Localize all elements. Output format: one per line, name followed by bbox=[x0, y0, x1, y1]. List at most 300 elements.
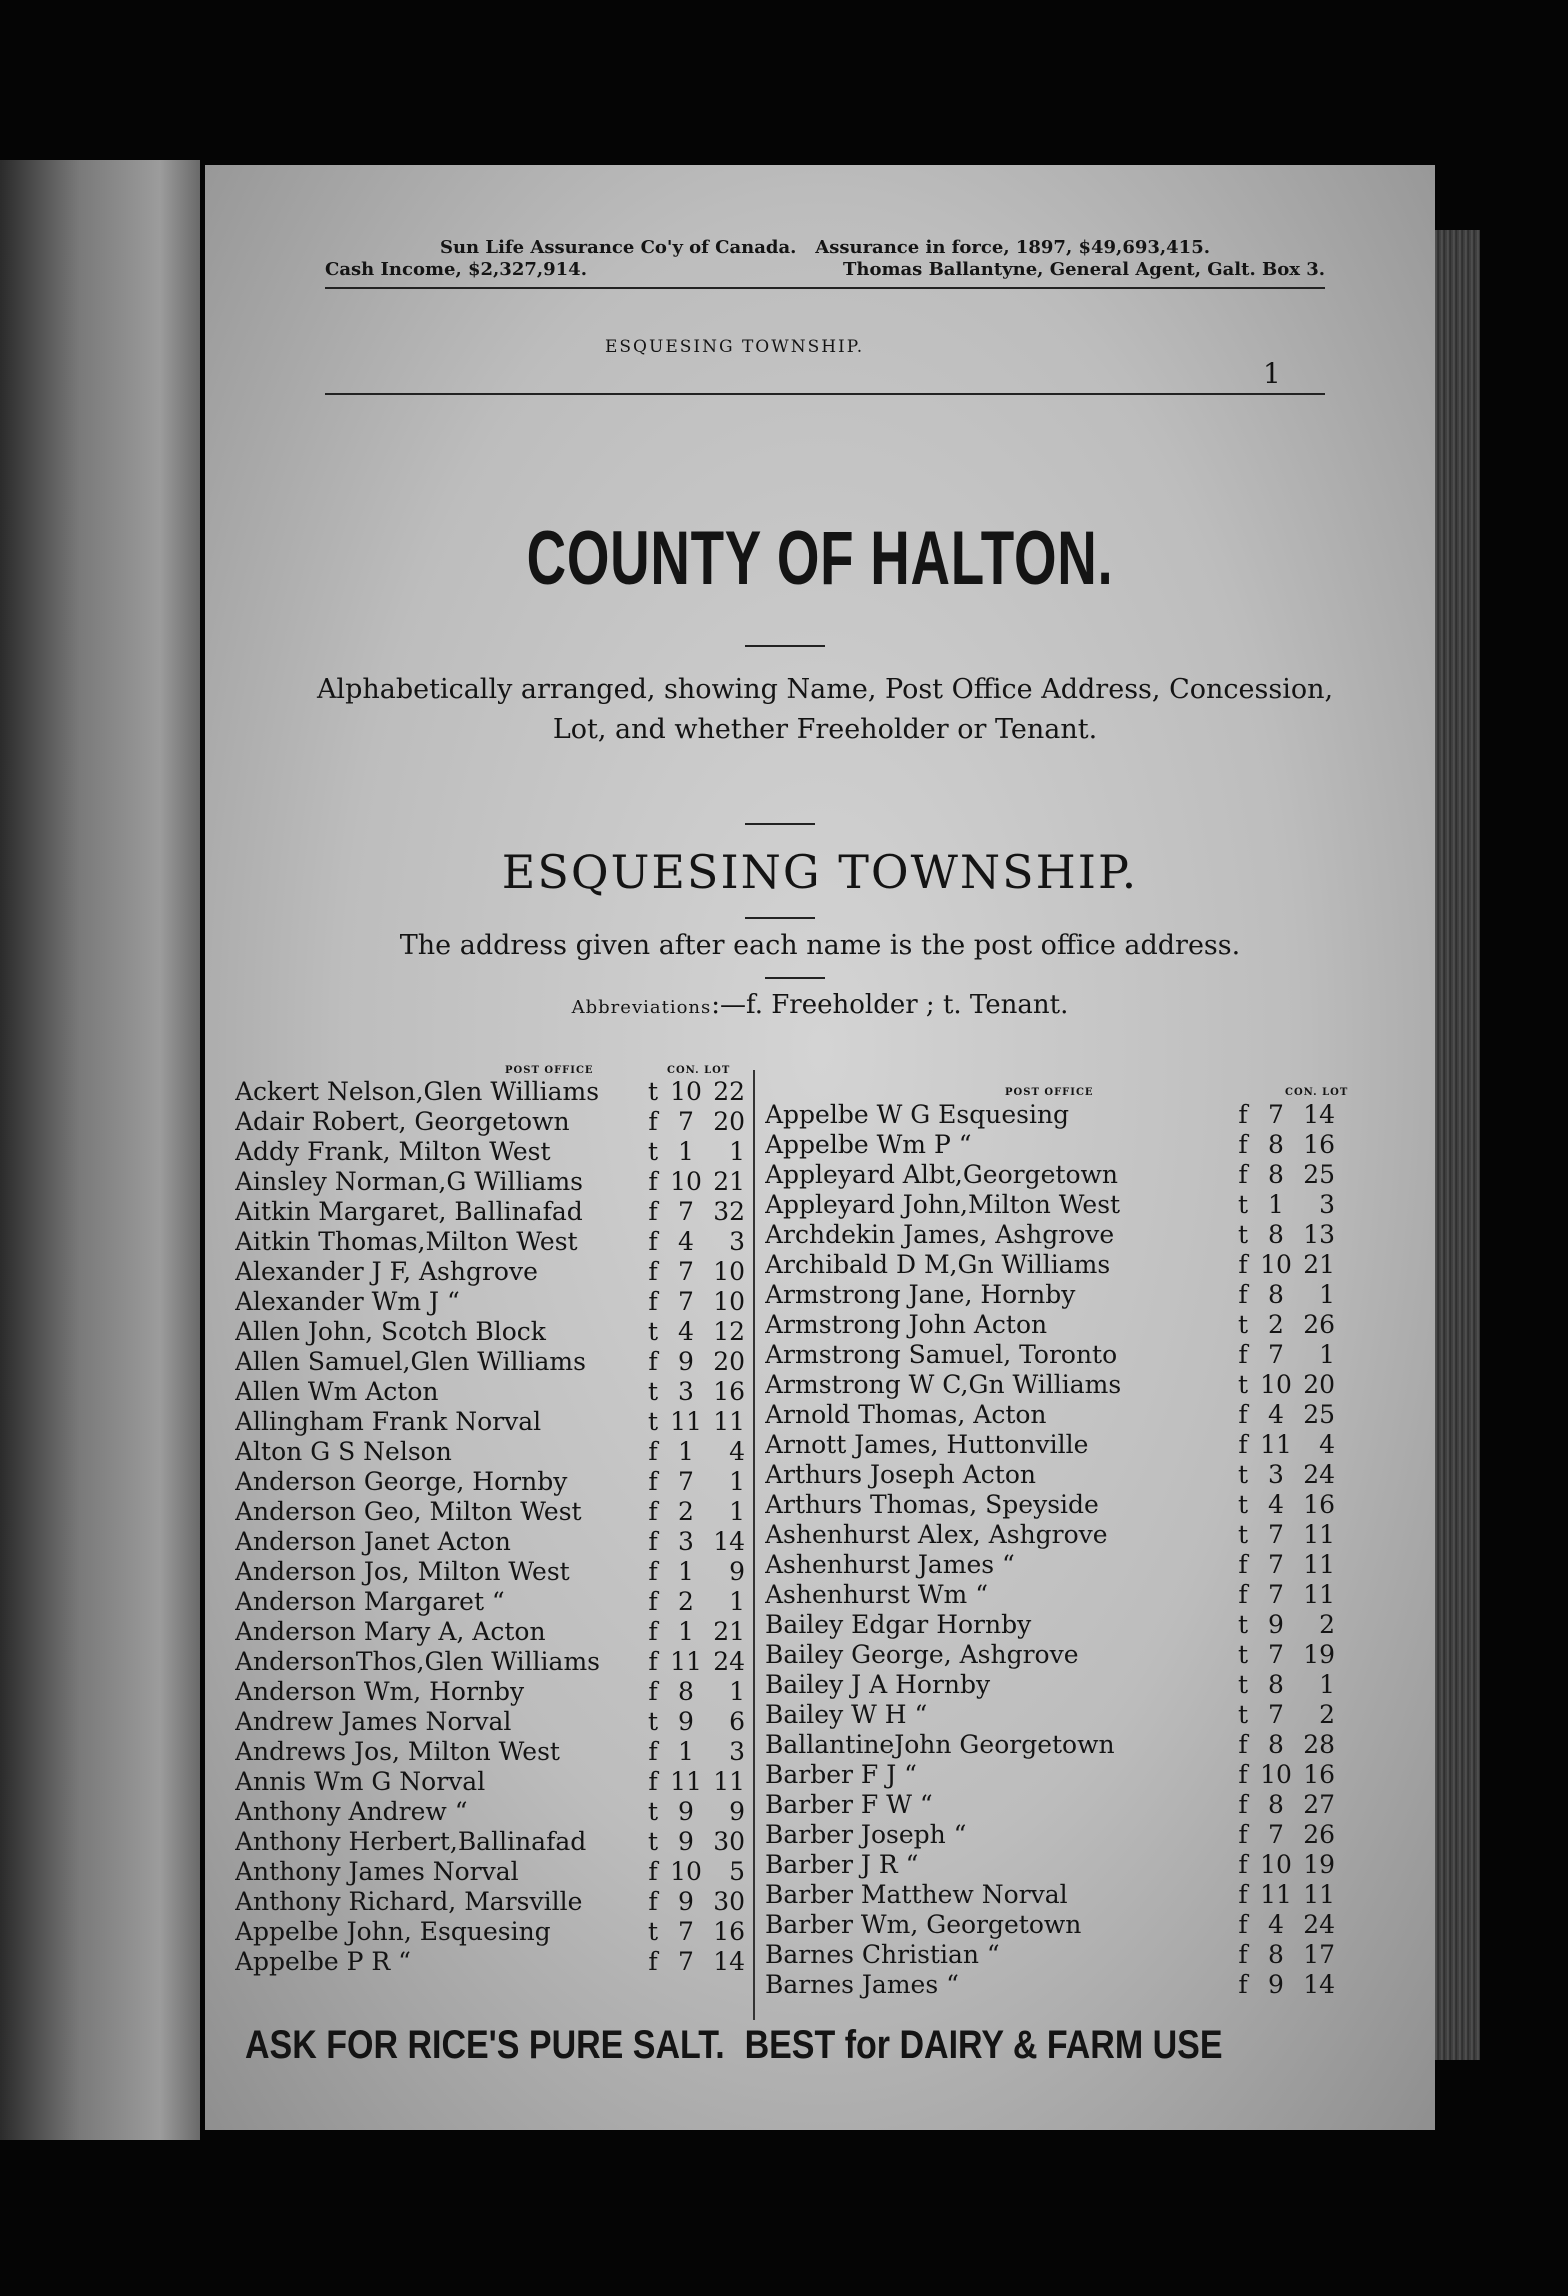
entry-tenure: t bbox=[647, 1407, 659, 1436]
entry-tenure: t bbox=[647, 1827, 659, 1856]
directory-entry bbox=[765, 1130, 1335, 1160]
entry-concession: 8 bbox=[1268, 1940, 1284, 1969]
entry-lot: 26 bbox=[1303, 1820, 1335, 1849]
entry-tenure: f bbox=[648, 1527, 658, 1556]
entry-name: Armstrong W C,Gn Williams bbox=[765, 1370, 1122, 1399]
entry-name: Allen Wm Acton bbox=[235, 1377, 439, 1406]
entry-tenure: f bbox=[1238, 1100, 1248, 1129]
entry-name: Appleyard Albt,Georgetown bbox=[765, 1160, 1118, 1189]
entry-lot: 28 bbox=[1303, 1730, 1335, 1759]
entry-concession: 3 bbox=[678, 1377, 694, 1406]
entry-lot: 11 bbox=[1303, 1880, 1335, 1909]
entry-tenure: f bbox=[648, 1557, 658, 1586]
directory-entry bbox=[235, 1107, 745, 1137]
entry-lot: 24 bbox=[713, 1647, 745, 1676]
directory-entry bbox=[765, 1730, 1335, 1760]
directory-entry bbox=[235, 1437, 745, 1467]
entry-concession: 9 bbox=[1268, 1970, 1284, 1999]
directory-entry bbox=[765, 1310, 1335, 1340]
entry-concession: 1 bbox=[678, 1557, 694, 1586]
directory-entry bbox=[765, 1400, 1335, 1430]
directory-page bbox=[205, 165, 1435, 2130]
running-head-rule bbox=[325, 393, 1325, 395]
entry-concession: 7 bbox=[1268, 1580, 1284, 1609]
directory-entry bbox=[765, 1910, 1335, 1940]
entry-lot: 30 bbox=[713, 1887, 745, 1916]
directory-entry bbox=[765, 1100, 1335, 1130]
directory-entry bbox=[235, 1347, 745, 1377]
directory-entry bbox=[235, 1317, 745, 1347]
entry-tenure: f bbox=[648, 1737, 658, 1766]
entry-name: Appelbe John, Esquesing bbox=[235, 1917, 551, 1946]
entry-tenure: t bbox=[1237, 1310, 1249, 1339]
entry-tenure: f bbox=[1238, 1160, 1248, 1189]
left-column-entries bbox=[235, 1077, 745, 1977]
entry-concession: 10 bbox=[1260, 1760, 1292, 1789]
ad-salt: ASK FOR RICE'S PURE SALT. bbox=[245, 2023, 725, 2067]
entry-name: Ainsley Norman,G Williams bbox=[235, 1167, 583, 1196]
entry-name: Ackert Nelson,Glen Williams bbox=[235, 1077, 600, 1106]
township-divider bbox=[745, 917, 815, 919]
entry-lot: 16 bbox=[713, 1377, 745, 1406]
entry-lot: 14 bbox=[1303, 1100, 1335, 1129]
directory-entry bbox=[235, 1737, 745, 1767]
directory-entry bbox=[765, 1610, 1335, 1640]
entry-lot: 1 bbox=[1319, 1340, 1335, 1369]
directory-entry bbox=[235, 1587, 745, 1617]
entry-tenure: f bbox=[648, 1677, 658, 1706]
entry-lot: 30 bbox=[713, 1827, 745, 1856]
directory-entry bbox=[765, 1850, 1335, 1880]
directory-entry bbox=[235, 1647, 745, 1677]
ad-income: Cash Income, $2,327,914. bbox=[325, 259, 587, 280]
directory-entry bbox=[765, 1550, 1335, 1580]
directory-entry bbox=[235, 1527, 745, 1557]
entry-lot: 3 bbox=[729, 1737, 745, 1766]
directory-entry bbox=[765, 1970, 1335, 2000]
right-con-lot-header: CON. LOT bbox=[1285, 1087, 1349, 1098]
entry-tenure: f bbox=[1238, 1280, 1248, 1309]
right-post-office-header: POST OFFICE bbox=[1005, 1087, 1094, 1098]
entry-tenure: f bbox=[648, 1287, 658, 1316]
entry-concession: 7 bbox=[678, 1287, 694, 1316]
entry-concession: 10 bbox=[1260, 1250, 1292, 1279]
entry-concession: 8 bbox=[1268, 1670, 1284, 1699]
entry-concession: 10 bbox=[670, 1167, 702, 1196]
entry-lot: 16 bbox=[1303, 1490, 1335, 1519]
entry-lot: 16 bbox=[713, 1917, 745, 1946]
abbreviations-label: Abbreviations bbox=[571, 997, 712, 1018]
entry-name: Barber F W “ bbox=[765, 1790, 933, 1819]
directory-entry bbox=[235, 1227, 745, 1257]
note-divider bbox=[765, 977, 825, 979]
entry-lot: 11 bbox=[1303, 1550, 1335, 1579]
entry-lot: 12 bbox=[713, 1317, 745, 1346]
entry-lot: 22 bbox=[713, 1077, 745, 1106]
subtitle: Alphabetically arranged, showing Name, Post Office Address, Concession, Lot, and whether Freeholder or Tenant. bbox=[316, 674, 1334, 745]
entry-concession: 3 bbox=[1268, 1460, 1284, 1489]
entry-lot: 1 bbox=[729, 1677, 745, 1706]
entry-lot: 19 bbox=[1303, 1850, 1335, 1879]
entry-concession: 4 bbox=[1268, 1400, 1284, 1429]
entry-concession: 1 bbox=[1268, 1190, 1284, 1219]
entry-tenure: t bbox=[1237, 1460, 1249, 1489]
entry-tenure: f bbox=[648, 1347, 658, 1376]
entry-name: Arthurs Thomas, Speyside bbox=[765, 1490, 1099, 1519]
entry-tenure: t bbox=[1237, 1490, 1249, 1519]
entry-tenure: t bbox=[1237, 1190, 1249, 1219]
directory-entry bbox=[765, 1670, 1335, 1700]
entry-concession: 8 bbox=[1268, 1790, 1284, 1819]
entry-tenure: t bbox=[647, 1137, 659, 1166]
entry-name: Barber J R “ bbox=[765, 1850, 919, 1879]
header-rule bbox=[325, 287, 1325, 289]
ad-assurance: Assurance in force, 1897, $49,693,415. bbox=[815, 237, 1211, 258]
directory-entry bbox=[765, 1820, 1335, 1850]
entry-lot: 16 bbox=[1303, 1130, 1335, 1159]
entry-name: Aitkin Thomas,Milton West bbox=[235, 1227, 578, 1256]
entry-name: Aitkin Margaret, Ballinafad bbox=[235, 1197, 583, 1226]
left-post-office-header: POST OFFICE bbox=[505, 1065, 594, 1076]
entry-lot: 14 bbox=[713, 1947, 745, 1976]
entry-lot: 32 bbox=[713, 1197, 745, 1226]
entry-lot: 21 bbox=[713, 1167, 745, 1196]
entry-concession: 10 bbox=[670, 1077, 702, 1106]
entry-lot: 1 bbox=[1319, 1670, 1335, 1699]
entry-lot: 21 bbox=[1303, 1250, 1335, 1279]
entry-concession: 9 bbox=[678, 1887, 694, 1916]
entry-concession: 7 bbox=[1268, 1100, 1284, 1129]
entry-name: Anderson Margaret “ bbox=[235, 1587, 505, 1616]
entry-concession: 11 bbox=[670, 1767, 702, 1796]
entry-concession: 7 bbox=[678, 1947, 694, 1976]
entry-tenure: t bbox=[1237, 1610, 1249, 1639]
entry-name: Ashenhurst Wm “ bbox=[765, 1580, 988, 1609]
entry-lot: 20 bbox=[713, 1107, 745, 1136]
entry-lot: 5 bbox=[729, 1857, 745, 1886]
entry-tenure: f bbox=[648, 1227, 658, 1256]
directory-entry bbox=[235, 1407, 745, 1437]
entry-name: Armstrong John Acton bbox=[765, 1310, 1048, 1339]
entry-concession: 4 bbox=[678, 1317, 694, 1346]
entry-name: Annis Wm G Norval bbox=[235, 1767, 486, 1796]
entry-tenure: t bbox=[1237, 1700, 1249, 1729]
entry-tenure: f bbox=[648, 1167, 658, 1196]
entry-name: Appelbe W G Esquesing bbox=[765, 1100, 1070, 1129]
entry-concession: 2 bbox=[678, 1497, 694, 1526]
directory-entry bbox=[765, 1160, 1335, 1190]
entry-tenure: t bbox=[647, 1797, 659, 1826]
entry-lot: 24 bbox=[1303, 1910, 1335, 1939]
entry-lot: 14 bbox=[1303, 1970, 1335, 1999]
entry-concession: 8 bbox=[1268, 1130, 1284, 1159]
directory-entry bbox=[765, 1220, 1335, 1250]
directory-entry bbox=[765, 1370, 1335, 1400]
entry-concession: 4 bbox=[678, 1227, 694, 1256]
directory-entry bbox=[765, 1640, 1335, 1670]
entry-name: Adair Robert, Georgetown bbox=[235, 1107, 570, 1136]
entry-name: Anthony James Norval bbox=[235, 1857, 519, 1886]
entry-lot: 1 bbox=[729, 1467, 745, 1496]
directory-entry bbox=[235, 1827, 745, 1857]
directory-entry bbox=[765, 1460, 1335, 1490]
entry-name: Appelbe Wm P “ bbox=[765, 1130, 972, 1159]
entry-lot: 27 bbox=[1303, 1790, 1335, 1819]
entry-lot: 3 bbox=[1319, 1190, 1335, 1219]
entry-tenure: t bbox=[647, 1077, 659, 1106]
entry-lot: 10 bbox=[713, 1257, 745, 1286]
entry-lot: 19 bbox=[1303, 1640, 1335, 1669]
directory-entry bbox=[235, 1887, 745, 1917]
entry-tenure: t bbox=[647, 1377, 659, 1406]
directory-entry bbox=[765, 1190, 1335, 1220]
subtitle-divider bbox=[745, 823, 815, 825]
entry-tenure: f bbox=[648, 1857, 658, 1886]
entry-lot: 1 bbox=[729, 1137, 745, 1166]
directory-entry bbox=[235, 1707, 745, 1737]
entry-lot: 4 bbox=[1319, 1430, 1335, 1459]
entry-lot: 10 bbox=[713, 1287, 745, 1316]
entry-name: Barber F J “ bbox=[765, 1760, 917, 1789]
entry-lot: 11 bbox=[713, 1767, 745, 1796]
entry-concession: 7 bbox=[678, 1917, 694, 1946]
page-title: COUNTY OF HALTON. bbox=[526, 516, 1114, 601]
ad-agent: Thomas Ballantyne, General Agent, Galt. Box 3. bbox=[842, 259, 1325, 280]
entry-name: Anthony Richard, Marsville bbox=[235, 1887, 583, 1916]
entry-lot: 6 bbox=[729, 1707, 745, 1736]
entry-lot: 11 bbox=[1303, 1580, 1335, 1609]
entry-concession: 8 bbox=[1268, 1730, 1284, 1759]
directory-entry bbox=[765, 1430, 1335, 1460]
entry-name: Allingham Frank Norval bbox=[235, 1407, 542, 1436]
entry-tenure: t bbox=[647, 1317, 659, 1346]
entry-lot: 1 bbox=[729, 1587, 745, 1616]
entry-concession: 7 bbox=[1268, 1520, 1284, 1549]
entry-tenure: f bbox=[1238, 1880, 1248, 1909]
entry-name: Anderson Mary A, Acton bbox=[235, 1617, 546, 1646]
entry-lot: 11 bbox=[1303, 1520, 1335, 1549]
directory-entry bbox=[235, 1287, 745, 1317]
entry-concession: 9 bbox=[678, 1797, 694, 1826]
entry-tenure: t bbox=[1237, 1670, 1249, 1699]
entry-lot: 2 bbox=[1319, 1610, 1335, 1639]
left-con-lot-header: CON. LOT bbox=[667, 1065, 731, 1076]
entry-name: BallantineJohn Georgetown bbox=[765, 1730, 1115, 1759]
entry-lot: 16 bbox=[1303, 1760, 1335, 1789]
entry-tenure: t bbox=[1237, 1220, 1249, 1249]
entry-tenure: f bbox=[1238, 1730, 1248, 1759]
entry-lot: 21 bbox=[713, 1617, 745, 1646]
entry-name: Bailey J A Hornby bbox=[765, 1670, 991, 1699]
entry-lot: 3 bbox=[729, 1227, 745, 1256]
directory-entry bbox=[765, 1790, 1335, 1820]
directory-entry bbox=[235, 1497, 745, 1527]
entry-concession: 2 bbox=[1268, 1310, 1284, 1339]
entry-concession: 8 bbox=[678, 1677, 694, 1706]
entry-name: Archdekin James, Ashgrove bbox=[765, 1220, 1115, 1249]
entry-name: AndersonThos,Glen Williams bbox=[235, 1647, 600, 1676]
entry-tenure: f bbox=[1238, 1580, 1248, 1609]
entry-concession: 1 bbox=[678, 1737, 694, 1766]
entry-concession: 11 bbox=[1260, 1430, 1292, 1459]
entry-concession: 3 bbox=[678, 1527, 694, 1556]
entry-name: Alexander Wm J “ bbox=[235, 1287, 460, 1316]
entry-concession: 7 bbox=[1268, 1820, 1284, 1849]
column-divider bbox=[753, 1070, 755, 2020]
entry-concession: 7 bbox=[678, 1197, 694, 1226]
entry-concession: 9 bbox=[678, 1707, 694, 1736]
township-title: ESQUESING TOWNSHIP. bbox=[501, 845, 1139, 899]
entry-name: Anderson Geo, Milton West bbox=[235, 1497, 582, 1526]
entry-lot: 17 bbox=[1303, 1940, 1335, 1969]
entry-name: Armstrong Jane, Hornby bbox=[765, 1280, 1076, 1309]
entry-name: Barnes James “ bbox=[765, 1970, 959, 1999]
entry-name: Anthony Herbert,Ballinafad bbox=[235, 1827, 587, 1856]
entry-tenure: f bbox=[1238, 1130, 1248, 1159]
directory-entry bbox=[235, 1077, 745, 1107]
entry-tenure: f bbox=[648, 1617, 658, 1646]
entry-lot: 9 bbox=[729, 1557, 745, 1586]
entry-concession: 7 bbox=[1268, 1700, 1284, 1729]
directory-entry bbox=[235, 1857, 745, 1887]
page-number: 1 bbox=[1263, 357, 1281, 390]
entry-tenure: t bbox=[647, 1917, 659, 1946]
ad-dairy: BEST for DAIRY & FARM USE bbox=[744, 2023, 1223, 2067]
entry-concession: 8 bbox=[1268, 1160, 1284, 1189]
directory-entry bbox=[765, 1490, 1335, 1520]
entry-name: Arnold Thomas, Acton bbox=[765, 1400, 1047, 1429]
abbreviations bbox=[205, 990, 1435, 1020]
entry-tenure: f bbox=[648, 1467, 658, 1496]
directory-entry bbox=[235, 1167, 745, 1197]
entry-lot: 25 bbox=[1303, 1160, 1335, 1189]
entry-lot: 20 bbox=[713, 1347, 745, 1376]
entry-name: Alexander J F, Ashgrove bbox=[235, 1257, 538, 1286]
entry-tenure: f bbox=[648, 1647, 658, 1676]
entry-concession: 7 bbox=[1268, 1640, 1284, 1669]
entry-tenure: f bbox=[1238, 1430, 1248, 1459]
directory-entry bbox=[765, 1700, 1335, 1730]
entry-concession: 9 bbox=[1268, 1610, 1284, 1639]
entry-concession: 4 bbox=[1268, 1490, 1284, 1519]
top-advertisement bbox=[325, 237, 1325, 281]
entry-tenure: f bbox=[648, 1947, 658, 1976]
facing-page-edge bbox=[0, 160, 200, 2140]
directory-entry bbox=[235, 1377, 745, 1407]
entry-tenure: f bbox=[1238, 1940, 1248, 1969]
entry-concession: 10 bbox=[1260, 1370, 1292, 1399]
entry-tenure: f bbox=[648, 1257, 658, 1286]
entry-lot: 11 bbox=[713, 1407, 745, 1436]
directory-entry bbox=[765, 1280, 1335, 1310]
entry-concession: 1 bbox=[678, 1437, 694, 1466]
directory-entry bbox=[235, 1797, 745, 1827]
entry-tenure: f bbox=[648, 1887, 658, 1916]
entry-tenure: t bbox=[647, 1707, 659, 1736]
entry-tenure: f bbox=[1238, 1250, 1248, 1279]
entry-concession: 8 bbox=[1268, 1220, 1284, 1249]
directory-entry bbox=[765, 1520, 1335, 1550]
entry-name: Armstrong Samuel, Toronto bbox=[765, 1340, 1118, 1369]
entry-tenure: f bbox=[1238, 1400, 1248, 1429]
entry-name: Addy Frank, Milton West bbox=[235, 1137, 551, 1166]
entry-concession: 7 bbox=[1268, 1550, 1284, 1579]
directory-entry bbox=[235, 1767, 745, 1797]
entry-tenure: f bbox=[1238, 1820, 1248, 1849]
entry-concession: 1 bbox=[678, 1617, 694, 1646]
directory-entry bbox=[235, 1677, 745, 1707]
directory-entry bbox=[765, 1760, 1335, 1790]
entry-tenure: f bbox=[648, 1107, 658, 1136]
entry-name: Alton G S Nelson bbox=[235, 1437, 452, 1466]
directory-entry bbox=[765, 1340, 1335, 1370]
directory-entry bbox=[235, 1947, 745, 1977]
entry-tenure: t bbox=[1237, 1520, 1249, 1549]
right-column-entries bbox=[765, 1100, 1335, 2000]
entry-tenure: f bbox=[648, 1767, 658, 1796]
title-divider bbox=[745, 645, 825, 647]
entry-name: Anderson George, Hornby bbox=[235, 1467, 568, 1496]
entry-tenure: t bbox=[1237, 1370, 1249, 1399]
entry-concession: 9 bbox=[678, 1347, 694, 1376]
entry-name: Arnott James, Huttonville bbox=[765, 1430, 1089, 1459]
entry-name: Anderson Janet Acton bbox=[235, 1527, 511, 1556]
directory-entry bbox=[235, 1917, 745, 1947]
entry-lot: 9 bbox=[729, 1797, 745, 1826]
entry-name: Anderson Jos, Milton West bbox=[235, 1557, 570, 1586]
entry-lot: 4 bbox=[729, 1437, 745, 1466]
entry-name: Allen John, Scotch Block bbox=[235, 1317, 546, 1346]
directory-entry bbox=[235, 1557, 745, 1587]
entry-name: Bailey W H “ bbox=[765, 1700, 928, 1729]
entry-concession: 10 bbox=[670, 1857, 702, 1886]
entry-concession: 7 bbox=[1268, 1340, 1284, 1369]
entry-name: Allen Samuel,Glen Williams bbox=[235, 1347, 586, 1376]
entry-lot: 14 bbox=[713, 1527, 745, 1556]
entry-tenure: t bbox=[1237, 1640, 1249, 1669]
directory-entry bbox=[235, 1617, 745, 1647]
entry-lot: 13 bbox=[1303, 1220, 1335, 1249]
entry-lot: 1 bbox=[729, 1497, 745, 1526]
entry-name: Andrews Jos, Milton West bbox=[235, 1737, 560, 1766]
entry-concession: 11 bbox=[670, 1407, 702, 1436]
entry-name: Barber Joseph “ bbox=[765, 1820, 967, 1849]
entry-concession: 8 bbox=[1268, 1280, 1284, 1309]
entry-name: Appleyard John,Milton West bbox=[765, 1190, 1121, 1219]
entry-concession: 9 bbox=[678, 1827, 694, 1856]
entry-lot: 2 bbox=[1319, 1700, 1335, 1729]
entry-concession: 11 bbox=[670, 1647, 702, 1676]
entry-tenure: f bbox=[1238, 1760, 1248, 1789]
entry-lot: 20 bbox=[1303, 1370, 1335, 1399]
entry-name: Barber Wm, Georgetown bbox=[765, 1910, 1082, 1939]
entry-concession: 11 bbox=[1260, 1880, 1292, 1909]
entry-tenure: f bbox=[1238, 1340, 1248, 1369]
entry-name: Barnes Christian “ bbox=[765, 1940, 1000, 1969]
entry-tenure: f bbox=[1238, 1790, 1248, 1819]
entry-name: Ashenhurst Alex, Ashgrove bbox=[765, 1520, 1108, 1549]
entry-name: Anthony Andrew “ bbox=[235, 1797, 468, 1826]
entry-name: Arthurs Joseph Acton bbox=[765, 1460, 1036, 1489]
directory-entry bbox=[765, 1250, 1335, 1280]
entry-lot: 26 bbox=[1303, 1310, 1335, 1339]
directory-entry bbox=[765, 1580, 1335, 1610]
entry-lot: 24 bbox=[1303, 1460, 1335, 1489]
entry-concession: 4 bbox=[1268, 1910, 1284, 1939]
entry-lot: 1 bbox=[1319, 1280, 1335, 1309]
entry-concession: 1 bbox=[678, 1137, 694, 1166]
abbreviations-text: :—f. Freeholder ; t. Tenant. bbox=[711, 990, 1069, 1020]
